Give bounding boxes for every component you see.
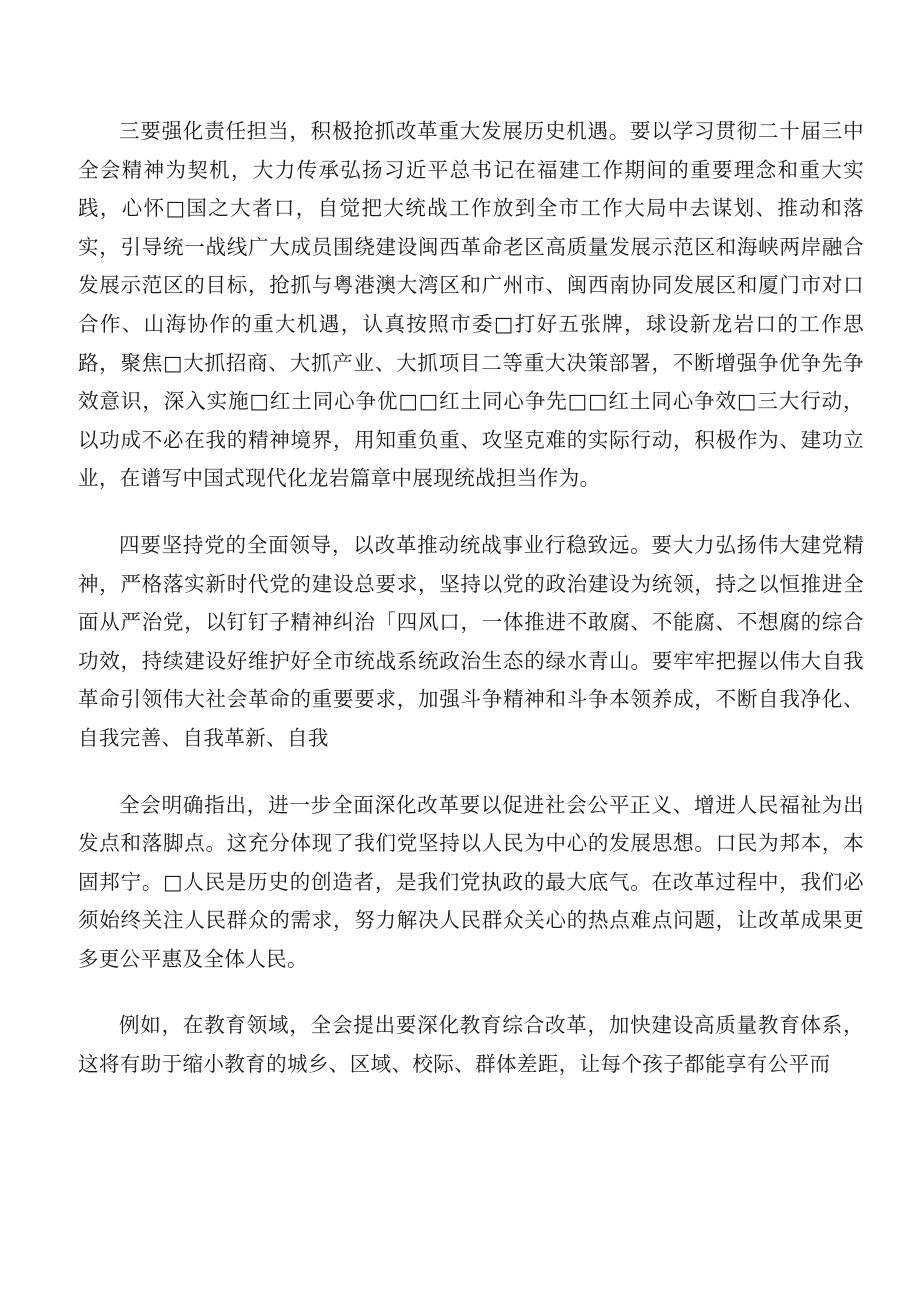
paragraph-1: 三要强化责任担当，积极抢抓改革重大发展历史机遇。要以学习贯彻二十届三中全会精神为契机，大力传承弘扬习近平总书记在福建工作期间的重要理念和重大实践，心怀□国之大者口，自觉把大统战工作放到全市工作大局中去谋划、推动和落实，引导统一战线广大成员围绕建设闽西革命老区高质量发展示范区和海峡两岸融合发展示范区的目标，抢抓与粤港澳大湾区和广州市、闽西南协同发展区和厦门市对口合作、山海协作的重大机遇，认真按照市委□打好五张牌，球设新龙岩口的工作思路，聚焦□大抓招商、大抓产业、大抓项目二等重大决策部署，不断增强争优争先争效意识，深入实施□红土同心争优□□红土同心争先□□红土同心争效□三大行动，以功成不必在我的精神境界，用知重负重、攻坚克难的实际行动，积极作为、建功立业，在谱写中国式现代化龙岩篇章中展现统战担当作为。 [78,119,864,491]
paragraph-3: 全会明确指出，进一步全面深化改革要以促进社会公平正义、增进人民福祉为出发点和落脚点。这充分体现了我们党坚持以人民为中心的发展思想。口民为邦本，本固邦宁。□人民是历史的创造者，是我们党执政的最大底气。在改革过程中，我们必须始终关注人民群众的需求，努力解决人民群众关心的热点难点问题，让改革成果更多更公平惠及全体人民。 [78,792,864,971]
document-body [78,112,864,1112]
paragraph-2: 四要坚持党的全面领导，以改革推动统战事业行稳致远。要大力弘扬伟大建党精神，严格落实新时代党的建设总要求，坚持以党的政治建设为统领，持之以恒推进全面从严治党，以钉钉子精神纠治「四风口，一体推进不敢腐、不能腐、不想腐的综合功效，持续建设好维护好全市统战系统政治生态的绿水青山。要牢牢把握以伟大自我革命引领伟大社会革命的重要要求，加强斗争精神和斗争本领养成，不断自我净化、自我完善、自我革新、自我 [78,532,864,750]
paragraph-4: 例如，在教育领域，全会提出要深化教育综合改革，加快建设高质量教育体系，这将有助于缩小教育的城乡、区域、校际、群体差距，让每个孩子都能享有公平而 [78,1013,864,1077]
